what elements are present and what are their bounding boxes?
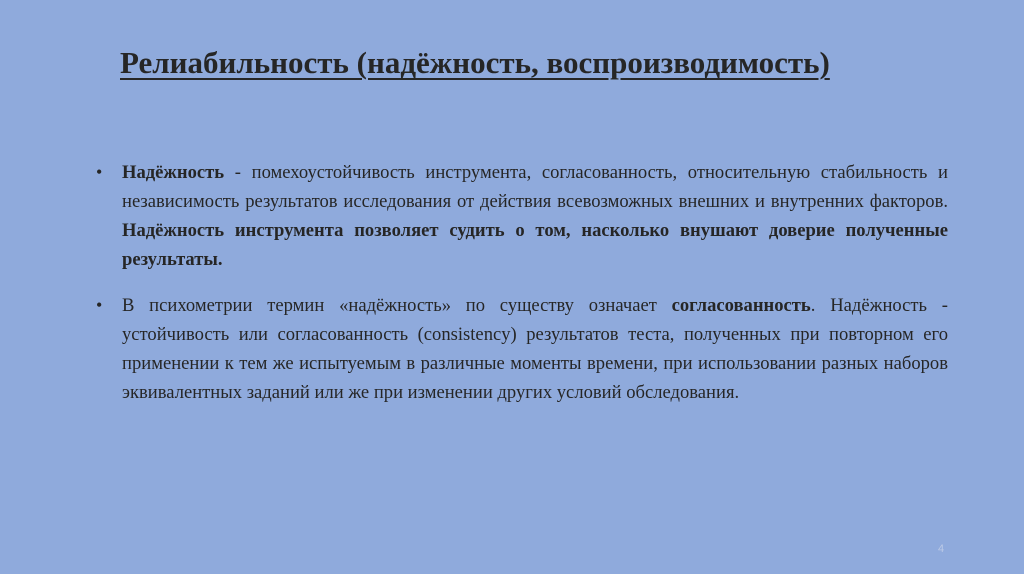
bullet-list xyxy=(96,158,948,407)
term-reliability: Надёжность xyxy=(122,162,225,183)
slide-content xyxy=(96,158,948,424)
bullet-item-reliability-definition xyxy=(96,158,948,274)
bullet-point-icon: • xyxy=(96,162,103,182)
page-number: 4 xyxy=(938,543,945,555)
slide-title: Релиабильность (надёжность, воспроизводимость) xyxy=(120,45,830,80)
emphasis-text: Надёжность инструмента позволяет судить о том, насколько внушают доверие полученные результаты. xyxy=(122,220,948,270)
bullet-item-psychometrics xyxy=(96,291,948,407)
psychometrics-text-start: В психометрии термин «надёжность» по существу означает xyxy=(122,295,672,316)
term-consistency: согласованность xyxy=(671,295,811,316)
psychometrics-text-rest: . Надёжность - устойчивость или согласованность (consistency) результатов теста, полученных при повторном его применении к тем же испытуемым в различные моменты времени, при использовании разных наборов эквивалентных заданий или же при изменении других условий обследования. xyxy=(122,295,948,403)
definition-text: - помехоустойчивость инструмента, согласованность, относительную стабильность и независимость результатов исследования от действия всевозможных внешних и внутренних факторов. xyxy=(122,162,948,212)
bullet-point-icon: • xyxy=(96,295,103,315)
